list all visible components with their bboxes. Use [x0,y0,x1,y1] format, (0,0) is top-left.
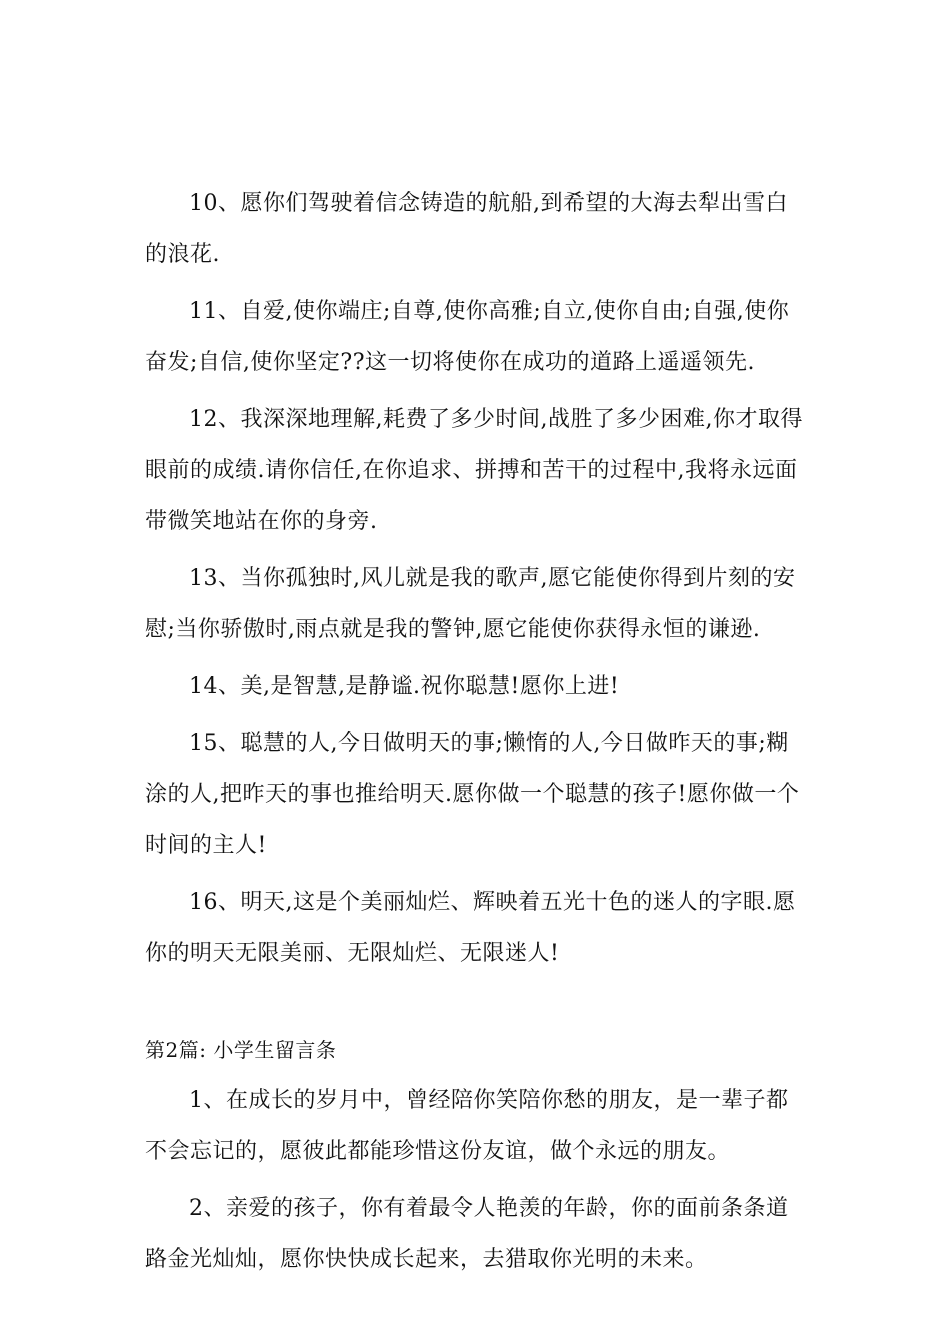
paragraph-2-2: 2、亲爱的孩子，你有着最令人艳羡的年龄，你的面前条条道路金光灿灿，愿你快快成长起来，去猎取你光明的未来。 [145,1196,789,1272]
paragraph-15: 15、聪慧的人,今日做明天的事;懒惰的人,今日做昨天的事;糊涂的人,把昨天的事也推给明天.愿你做一个聪慧的孩子!愿你做一个时间的主人! [145,731,800,858]
paragraph-11: 11、自爱,使你端庄;自尊,使你高雅;自立,使你自由;自强,使你奋发;自信,使你坚定??这一切将使你在成功的道路上遥遥领先. [145,299,790,375]
document-body [145,178,810,1285]
paragraph-2-1: 1、在成长的岁月中，曾经陪你笑陪你愁的朋友，是一辈子都不会忘记的，愿彼此都能珍惜这份友谊，做个永远的朋友。 [145,1088,789,1164]
paragraph-14: 14、美,是智慧,是静谧.祝你聪慧!愿你上进! [189,674,620,699]
section-title: 第2篇: 小学生留言条 [145,1038,337,1062]
paragraph-10: 10、愿你们驾驶着信念铸造的航船,到希望的大海去犁出雪白的浪花. [145,191,788,267]
paragraph-13: 13、当你孤独时,风儿就是我的歌声,愿它能使你得到片刻的安慰;当你骄傲时,雨点就是我的警钟,愿它能使你获得永恒的谦逊. [145,566,796,642]
paragraph-12: 12、我深深地理解,耗费了多少时间,战胜了多少困难,你才取得眼前的成绩.请你信任,在你追求、拼搏和苦干的过程中,我将永远面带微笑地站在你的身旁. [145,407,803,534]
paragraph-16: 16、明天,这是个美丽灿烂、辉映着五光十色的迷人的字眼.愿你的明天无限美丽、无限灿烂、无限迷人! [145,890,796,966]
